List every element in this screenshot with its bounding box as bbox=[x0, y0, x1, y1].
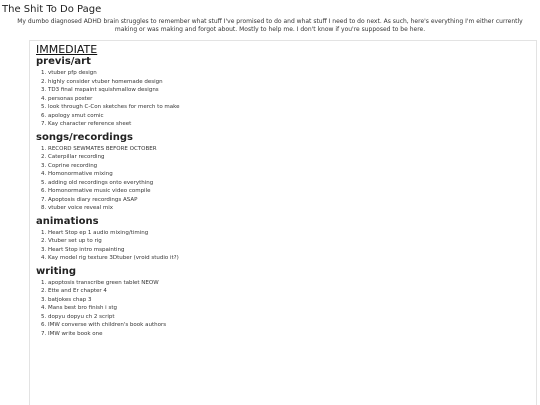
page-title: The Shit To Do Page bbox=[2, 4, 102, 15]
list-item: 1. apoptosis transcribe green tablet NEOW bbox=[48, 279, 536, 288]
todo-panel bbox=[29, 40, 537, 405]
list-item: 6. Homonormative music video compile bbox=[48, 187, 536, 196]
section-title-writing: writing bbox=[36, 265, 77, 277]
list-item: 1. vtuber pfp design bbox=[48, 69, 536, 78]
immediate-heading: IMMEDIATE bbox=[36, 43, 98, 56]
intro-text: My dumbo diagnosed ADHD brain struggles to remember what stuff I've promised to do and what stuff I need to do next. As such, here's everything I'm either currently making or was making and forgot about. Mostly to help me. I don't know if you're supposed to be here. bbox=[17, 18, 523, 33]
list-item: 3. Coprine recording bbox=[48, 162, 536, 171]
list-item: 8. vtuber voice reveal mix bbox=[48, 204, 536, 213]
previs-art-list bbox=[36, 69, 536, 129]
list-item: 4. Homonormative mixing bbox=[48, 170, 536, 179]
list-item: 2. Vtuber set up to rig bbox=[48, 237, 536, 246]
list-item: 2. Ette and Er chapter 4 bbox=[48, 287, 536, 296]
list-item: 2. highly consider vtuber homemade design bbox=[48, 78, 536, 87]
section-title-songs-recordings: songs/recordings bbox=[36, 131, 133, 143]
list-item: 5. dopyu dopyu ch 2 script bbox=[48, 313, 536, 322]
list-item: 3. TD3 final mspaint squishmallow designs bbox=[48, 86, 536, 95]
list-item: 4. Mans best bro finish i stg bbox=[48, 304, 536, 313]
list-item: 3. batjokes chap 3 bbox=[48, 296, 536, 305]
list-item: 2. Caterpillar recording bbox=[48, 153, 536, 162]
list-item: 5. look through C-Con sketches for merch to make bbox=[48, 103, 536, 112]
list-item: 7. IMW write book one bbox=[48, 330, 536, 339]
section-title-previs-art: previs/art bbox=[36, 56, 91, 67]
list-item: 4. Kay model rig texture 3Dtuber (vroid studio it?) bbox=[48, 254, 536, 263]
writing-list bbox=[36, 279, 536, 339]
songs-recordings-list bbox=[36, 145, 536, 213]
animations-list bbox=[36, 229, 536, 263]
list-item: 7. Kay character reference sheet bbox=[48, 120, 536, 129]
list-item: 7. Apoptosis diary recordings ASAP bbox=[48, 196, 536, 205]
list-item: 5. adding old recordings onto everything bbox=[48, 179, 536, 188]
list-item: 4. personas poster bbox=[48, 95, 536, 104]
list-item: 3. Heart Stop intro mspainting bbox=[48, 246, 536, 255]
list-item: 6. IMW converse with children's book authors bbox=[48, 321, 536, 330]
section-title-animations: animations bbox=[36, 215, 99, 227]
list-item: 1. RECORD SEWMATES BEFORE OCTOBER bbox=[48, 145, 536, 154]
list-item: 1. Heart Stop ep 1 audio mixing/timing bbox=[48, 229, 536, 238]
list-item: 6. apology smut comic bbox=[48, 112, 536, 121]
